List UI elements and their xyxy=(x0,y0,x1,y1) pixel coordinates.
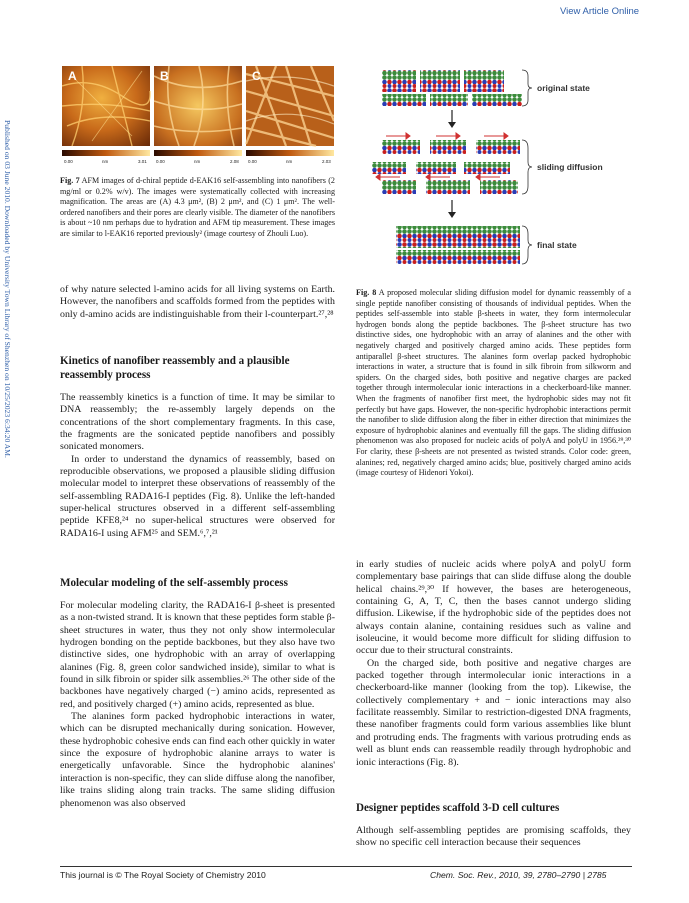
download-watermark xyxy=(0,120,14,640)
designer-paragraph-1: Although self-assembling peptides are promising scaffolds, they show no specific cell interaction because their sequences xyxy=(356,825,631,849)
fig8-label-final-state: final state xyxy=(537,240,577,250)
fig8-caption-text: A proposed molecular sliding diffusion model for dynamic reassembly of a single peptide nanofiber consisting of thousands of individual peptides. When the peptides self-assemble into stable β-sheets in water, they form intermolecular hydrogen bonds along the peptide backbones. The β-sheet structure has two distinctive sides, one hydrophobic with an array of alanines and the other with negatively charged and positively charged amino acids. These peptides form antiparallel β-sheet structures. The alanines form overlap packed hydrophobic interactions in water, a structure that is found in silk fibroin from silkworm and spiders. On the charged sides, both positive and negative charges are packed together through intermolecular ionic interactions in a checkerboard-like manner. When the fragments of nanofiber first meet, the hydrophobic sides may not fit perfectly but have gaps. However, the non-specific hydrophobic interactions permit the nanofiber to slide diffusion along the fiber in either direction that minimizes the exposure of hydrophobic alanines and eventually fill the gaps. The sliding diffusion phenomenon was also proposed for nucleic acids of polyA and polyU in 1956.²⁹,³⁰ For clarity, these β-sheets are not presented as twisted strands. Color code: green, alanines; red, negatively charged amino acids; blue, positively charged amino acids (image courtesy of Hidenori Yokoi). xyxy=(356,288,632,478)
fig7-caption-label: Fig. 7 xyxy=(60,176,80,185)
fig7-scale-label: 0.00 xyxy=(248,159,257,164)
fig8-sliding-diffusion-diagram xyxy=(372,66,634,272)
fig7-scale-label: 0.00 xyxy=(156,159,165,164)
fig8-original-state xyxy=(382,70,590,106)
right-paragraph-1: in early studies of nucleic acids where polyA and polyU form complementary base pairings that can slide diffuse along the double helical chains.²⁹,³⁰ If however, the bases are heterogeneous, containing G, A, T, C, then the bases cannot undergo sliding diffusion. Likewise, if the hydrophobic side of the peptides does not always contain alanine, containing residues such as valine and isoleucine, it would become more difficult for sliding diffusion to occur due to their structural constraints. xyxy=(356,559,631,657)
fig8-caption xyxy=(356,288,631,479)
fig8-label-sliding-diffusion: sliding diffusion xyxy=(537,162,603,172)
modeling-paragraph-1: For molecular modeling clarity, the RADA16-I β-sheet is presented as a non-twisted strand. It is known that these peptides form stable β-sheet structures in water, thus they not only show intermolecular hydrogen bonding on the peptide backbones, but they also have two distinctive sides, one hydrophobic with an array of overlapping alanines (Fig. 8, green color sandwiched inside), similar to what is found in silk fibroin or spider silk assemblies.²⁶ The other side of the backbones have negatively charged (−) amino acids, represented as red, and positively charged (+) amino acids, represented as blue. xyxy=(60,600,335,710)
fig7-label-c: C xyxy=(252,69,261,83)
down-arrow-icon xyxy=(448,122,456,128)
fig7-scale-label: nm xyxy=(194,159,201,164)
fig7-scale-label: 0.00 xyxy=(64,159,73,164)
designer-section xyxy=(356,801,631,850)
fig7-afm-images xyxy=(62,66,334,172)
kinetics-paragraph-1: The reassembly kinetics is a function of time. It may be similar to DNA reassembly; the re-assembly largely depends on the concentrations of the short complementary fragments. In this case, the fragments are the sonicated peptide nanofibers and possibly sonicated monomers. xyxy=(60,392,335,453)
download-watermark-text: Published on 03 June 2010. Downloaded by University Town Library of Shenzhen on 10/25/2023 6:34:20 AM. xyxy=(3,120,12,458)
fig8-sliding-state xyxy=(372,133,603,194)
fig7-scale-label: 2.03 xyxy=(322,159,331,164)
fig8-caption-label: Fig. 8 xyxy=(356,288,377,297)
fig7-caption xyxy=(60,176,335,240)
heading-kinetics: Kinetics of nanofiber reassembly and a plausible reassembly process xyxy=(60,355,290,381)
modeling-paragraph-2: The alanines form packed hydrophobic interactions in water, which can be disrupted mechanically during sonication. However, these hydrophobic cohesive ends can find each other quickly in water since the exposure of hydrophobic alanine arrays to water is energetically unfavorable. Since the hydrophobic alanines' interaction is non-specific, they can slide diffuse along the nanofiber, like trains sliding along train tracks. The same sliding diffusion phenomenon was also observed xyxy=(60,711,335,809)
left-column-body xyxy=(60,284,335,321)
footer-divider xyxy=(60,866,632,867)
footer-citation: Chem. Soc. Rev., 2010, 39, 2780–2790 | 2785 xyxy=(430,870,607,880)
kinetics-paragraph-2: In order to understand the dynamics of reassembly, based on reproducible observations, we proposed a plausible sliding diffusion molecular model to interpret these observations of reassembly of the self-assembling RADA16-I peptides (Fig. 8). Unlike the left-handed super-helical structures observed in a different self-assembling peptide KFE8,²⁴ no super-helical structures were observed for RADA16-I using AFM²⁵ and SEM.⁶,⁷,²¹ xyxy=(60,453,335,539)
fig7-scale-label: nm xyxy=(286,159,293,164)
fig7-scale-label: 3.01 xyxy=(138,159,147,164)
fig7-caption-text: AFM images of d-chiral peptide d-EAK16 self-assembling into nanofibers (2 mg/ml or 0.2% w/v). The images were systematically collected with increasing magnification. The areas are (A) 4.3 μm², (B) 2 μm², and (C) 1 μm². The well-ordered nanofibers and their pores are clearly visible. The diameter of the nanofibers is about ~10 nm perhaps due to hydration and AFM tip measurement. These images are similar to l-EAK16 reported previously² (image courtesy of Zhouli Luo). xyxy=(60,176,335,238)
fig7-panel-c xyxy=(246,66,334,146)
heading-modeling: Molecular modeling of the self-assembly process xyxy=(60,577,288,589)
intro-paragraph: of why nature selected l-amino acids for all living systems on Earth. However, the nanofibers and scaffolds formed from the peptides with only d-amino acids are indistinguishable from their l-counterpart.²⁷,²⁸ xyxy=(60,284,335,320)
fig8-label-original-state: original state xyxy=(537,83,590,93)
modeling-section xyxy=(60,576,335,810)
fig7-panel-a xyxy=(62,66,150,146)
fig7-scale-label: nm xyxy=(102,159,109,164)
fig7-label-a: A xyxy=(68,69,77,83)
right-paragraph-2: On the charged side, both positive and negative charges are packed together through intermolecular ionic interactions in a checkerboard-like manner (looking from the top). Likewise, the collectively complementary + and − ionic interactions may also facilitate reassembly. Similar to restriction-digested DNA fragments, these nanofiber fragments could form various assemblies like blunt and protruding ends. The fragments with various protruding ends as well as blunt ends can reassemble readily through hydrophobic and ionic interactions (Fig. 8). xyxy=(356,657,631,768)
fig8-final-state xyxy=(396,226,577,264)
fig7-scale-bar-a xyxy=(62,150,150,156)
view-article-online-link[interactable]: View Article Online xyxy=(560,6,640,17)
heading-designer-peptides: Designer peptides scaffold 3-D cell cultures xyxy=(356,802,560,814)
footer-copyright: This journal is © The Royal Society of Chemistry 2010 xyxy=(60,870,266,880)
fig7-scale-label: 2.08 xyxy=(230,159,239,164)
kinetics-section xyxy=(60,354,335,540)
right-column-body xyxy=(356,559,631,769)
fig7-label-b: B xyxy=(160,69,169,83)
fig7-scale-bar-b xyxy=(154,150,242,156)
fig7-panel-b xyxy=(154,66,242,146)
fig7-scale-bar-c xyxy=(246,150,334,156)
down-arrow-icon xyxy=(448,212,456,218)
